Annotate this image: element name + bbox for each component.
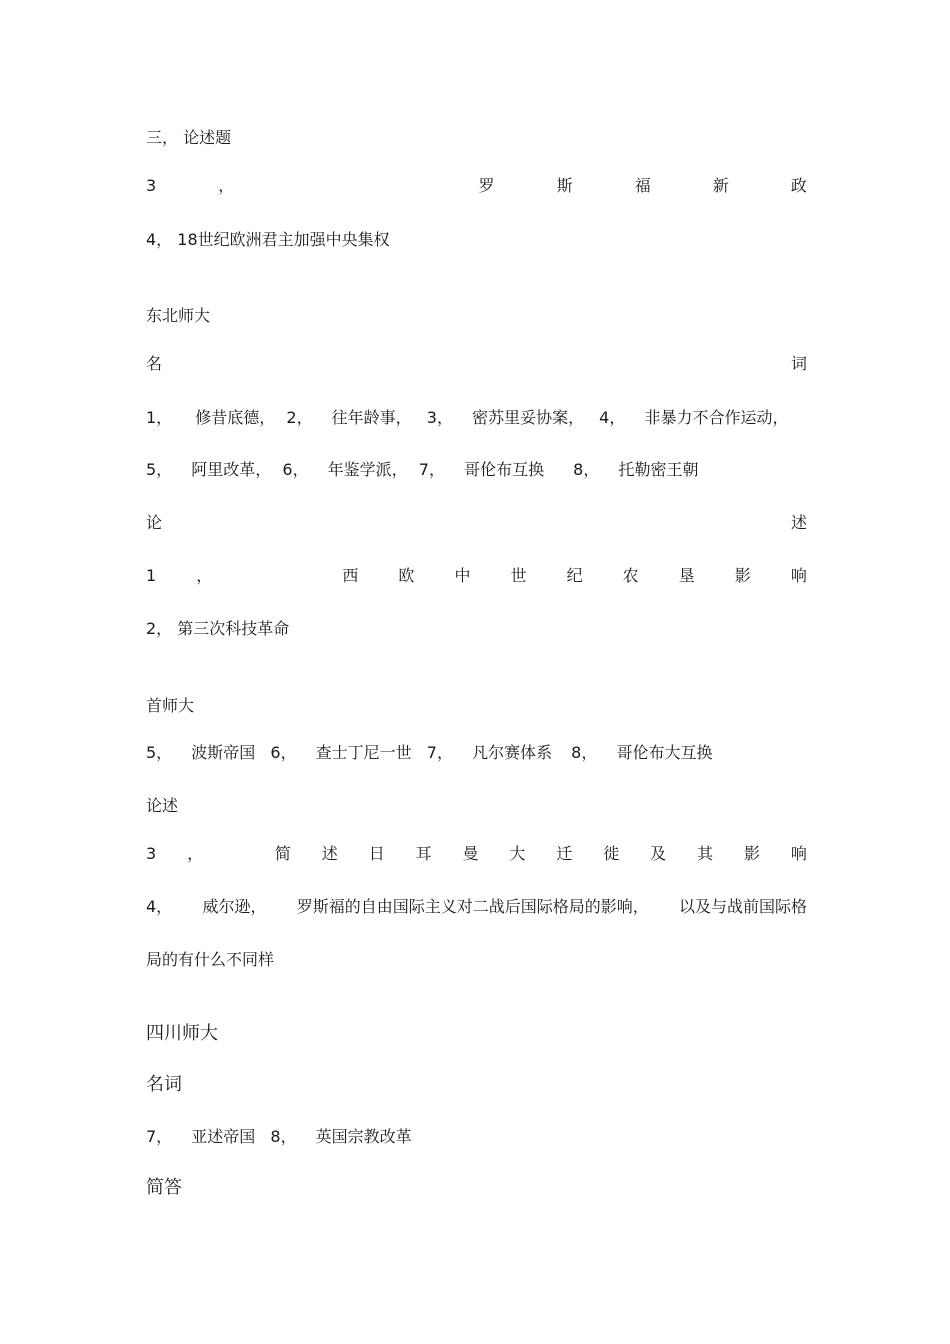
school-heading-cnu: 首师大 [146, 696, 195, 715]
char: 及 [650, 844, 667, 863]
term: 修昔底德， [195, 408, 276, 427]
char: 论 [146, 513, 163, 532]
item-number: 4， [599, 408, 626, 427]
essay-item-4-cnu [146, 897, 807, 917]
item-number: 1， [146, 408, 173, 427]
short-answer-heading: 简答 [146, 1177, 182, 1198]
char: 政 [790, 176, 807, 195]
item-number: 8， [573, 460, 600, 479]
char: 其 [697, 844, 714, 863]
char: 词 [790, 354, 807, 373]
term: 查士丁尼一世 [315, 743, 412, 762]
term: 哥伦布互换 [464, 460, 545, 479]
term: 英国宗教改革 [315, 1127, 412, 1146]
school-heading-sicnu: 四川师大 [146, 1023, 218, 1044]
char: 中 [454, 566, 471, 585]
item-number: 4， [146, 897, 173, 916]
section-heading-essay: 三， 论述题 [146, 128, 232, 147]
char: 简 [274, 844, 291, 863]
term: 亚述帝国 [191, 1127, 256, 1146]
char: 述 [790, 513, 807, 532]
term: 托勒密王朝 [618, 460, 699, 479]
item-number: 2， [286, 408, 313, 427]
item-comma: ， [196, 566, 213, 585]
char: 欧 [398, 566, 415, 585]
item-number: 7， [146, 1127, 173, 1146]
terms-heading-sicnu: 名词 [146, 1074, 182, 1095]
char: 迁 [556, 844, 573, 863]
term: 年鉴学派， [327, 460, 408, 479]
essay-item-3 [146, 176, 807, 196]
char: 福 [634, 176, 651, 195]
char: 响 [790, 844, 807, 863]
terms-row-1 [146, 408, 807, 428]
essay-item-1 [146, 566, 807, 586]
term: 非暴力不合作运动， [644, 408, 789, 427]
char: 影 [743, 844, 760, 863]
item-number: 1 [146, 566, 157, 585]
char: 大 [509, 844, 526, 863]
char: 日 [368, 844, 385, 863]
terms-row-cnu [146, 743, 807, 763]
item-number: 8， [571, 743, 598, 762]
school-heading-nenu: 东北师大 [146, 306, 211, 325]
char: 影 [734, 566, 751, 585]
item-number: 5， [146, 743, 173, 762]
item-number: 7， [418, 460, 445, 479]
term: 阿里改革， [191, 460, 272, 479]
term: 波斯帝国 [191, 743, 256, 762]
term: 凡尔赛体系 [472, 743, 553, 762]
char: 农 [622, 566, 639, 585]
term: 密苏里妥协案， [472, 408, 585, 427]
item-number: 7， [426, 743, 453, 762]
char: 曼 [462, 844, 479, 863]
item-comma: ， [218, 176, 235, 195]
essay-item-4-cnu-continued: 局的有什么不同样 [146, 950, 275, 969]
item-number: 6， [282, 460, 309, 479]
terms-heading [146, 354, 807, 374]
item-number: 3 [146, 176, 157, 195]
text-segment: 罗斯福的自由国际主义对二战后国际格局的影响， [296, 897, 649, 916]
terms-row-2 [146, 460, 807, 480]
item-number: 8， [270, 1127, 297, 1146]
char: 述 [321, 844, 338, 863]
term: 往年龄事， [331, 408, 412, 427]
char: 西 [342, 566, 359, 585]
essay-item-3-cnu [146, 844, 807, 864]
char: 斯 [556, 176, 573, 195]
item-number: 6， [270, 743, 297, 762]
term: 哥伦布大互换 [616, 743, 713, 762]
essay-item-2: 2， 第三次科技革命 [146, 619, 290, 638]
char: 纪 [566, 566, 583, 585]
char: 响 [790, 566, 807, 585]
item-comma: ， [187, 844, 204, 863]
char: 罗 [478, 176, 495, 195]
char: 垦 [678, 566, 695, 585]
item-number: 3 [146, 844, 157, 863]
essay-heading [146, 513, 807, 533]
text-segment: 以及与战前国际格 [678, 897, 807, 916]
char: 世 [510, 566, 527, 585]
item-number: 5， [146, 460, 173, 479]
essay-heading-cnu: 论述 [146, 796, 179, 815]
char: 耳 [415, 844, 432, 863]
char: 徙 [603, 844, 620, 863]
char: 新 [712, 176, 729, 195]
char: 名 [146, 354, 163, 373]
text-segment: 威尔逊， [202, 897, 267, 916]
terms-row-sicnu [146, 1127, 807, 1147]
item-number: 3， [426, 408, 453, 427]
essay-item-4: 4， 18世纪欧洲君主加强中央集权 [146, 230, 390, 249]
